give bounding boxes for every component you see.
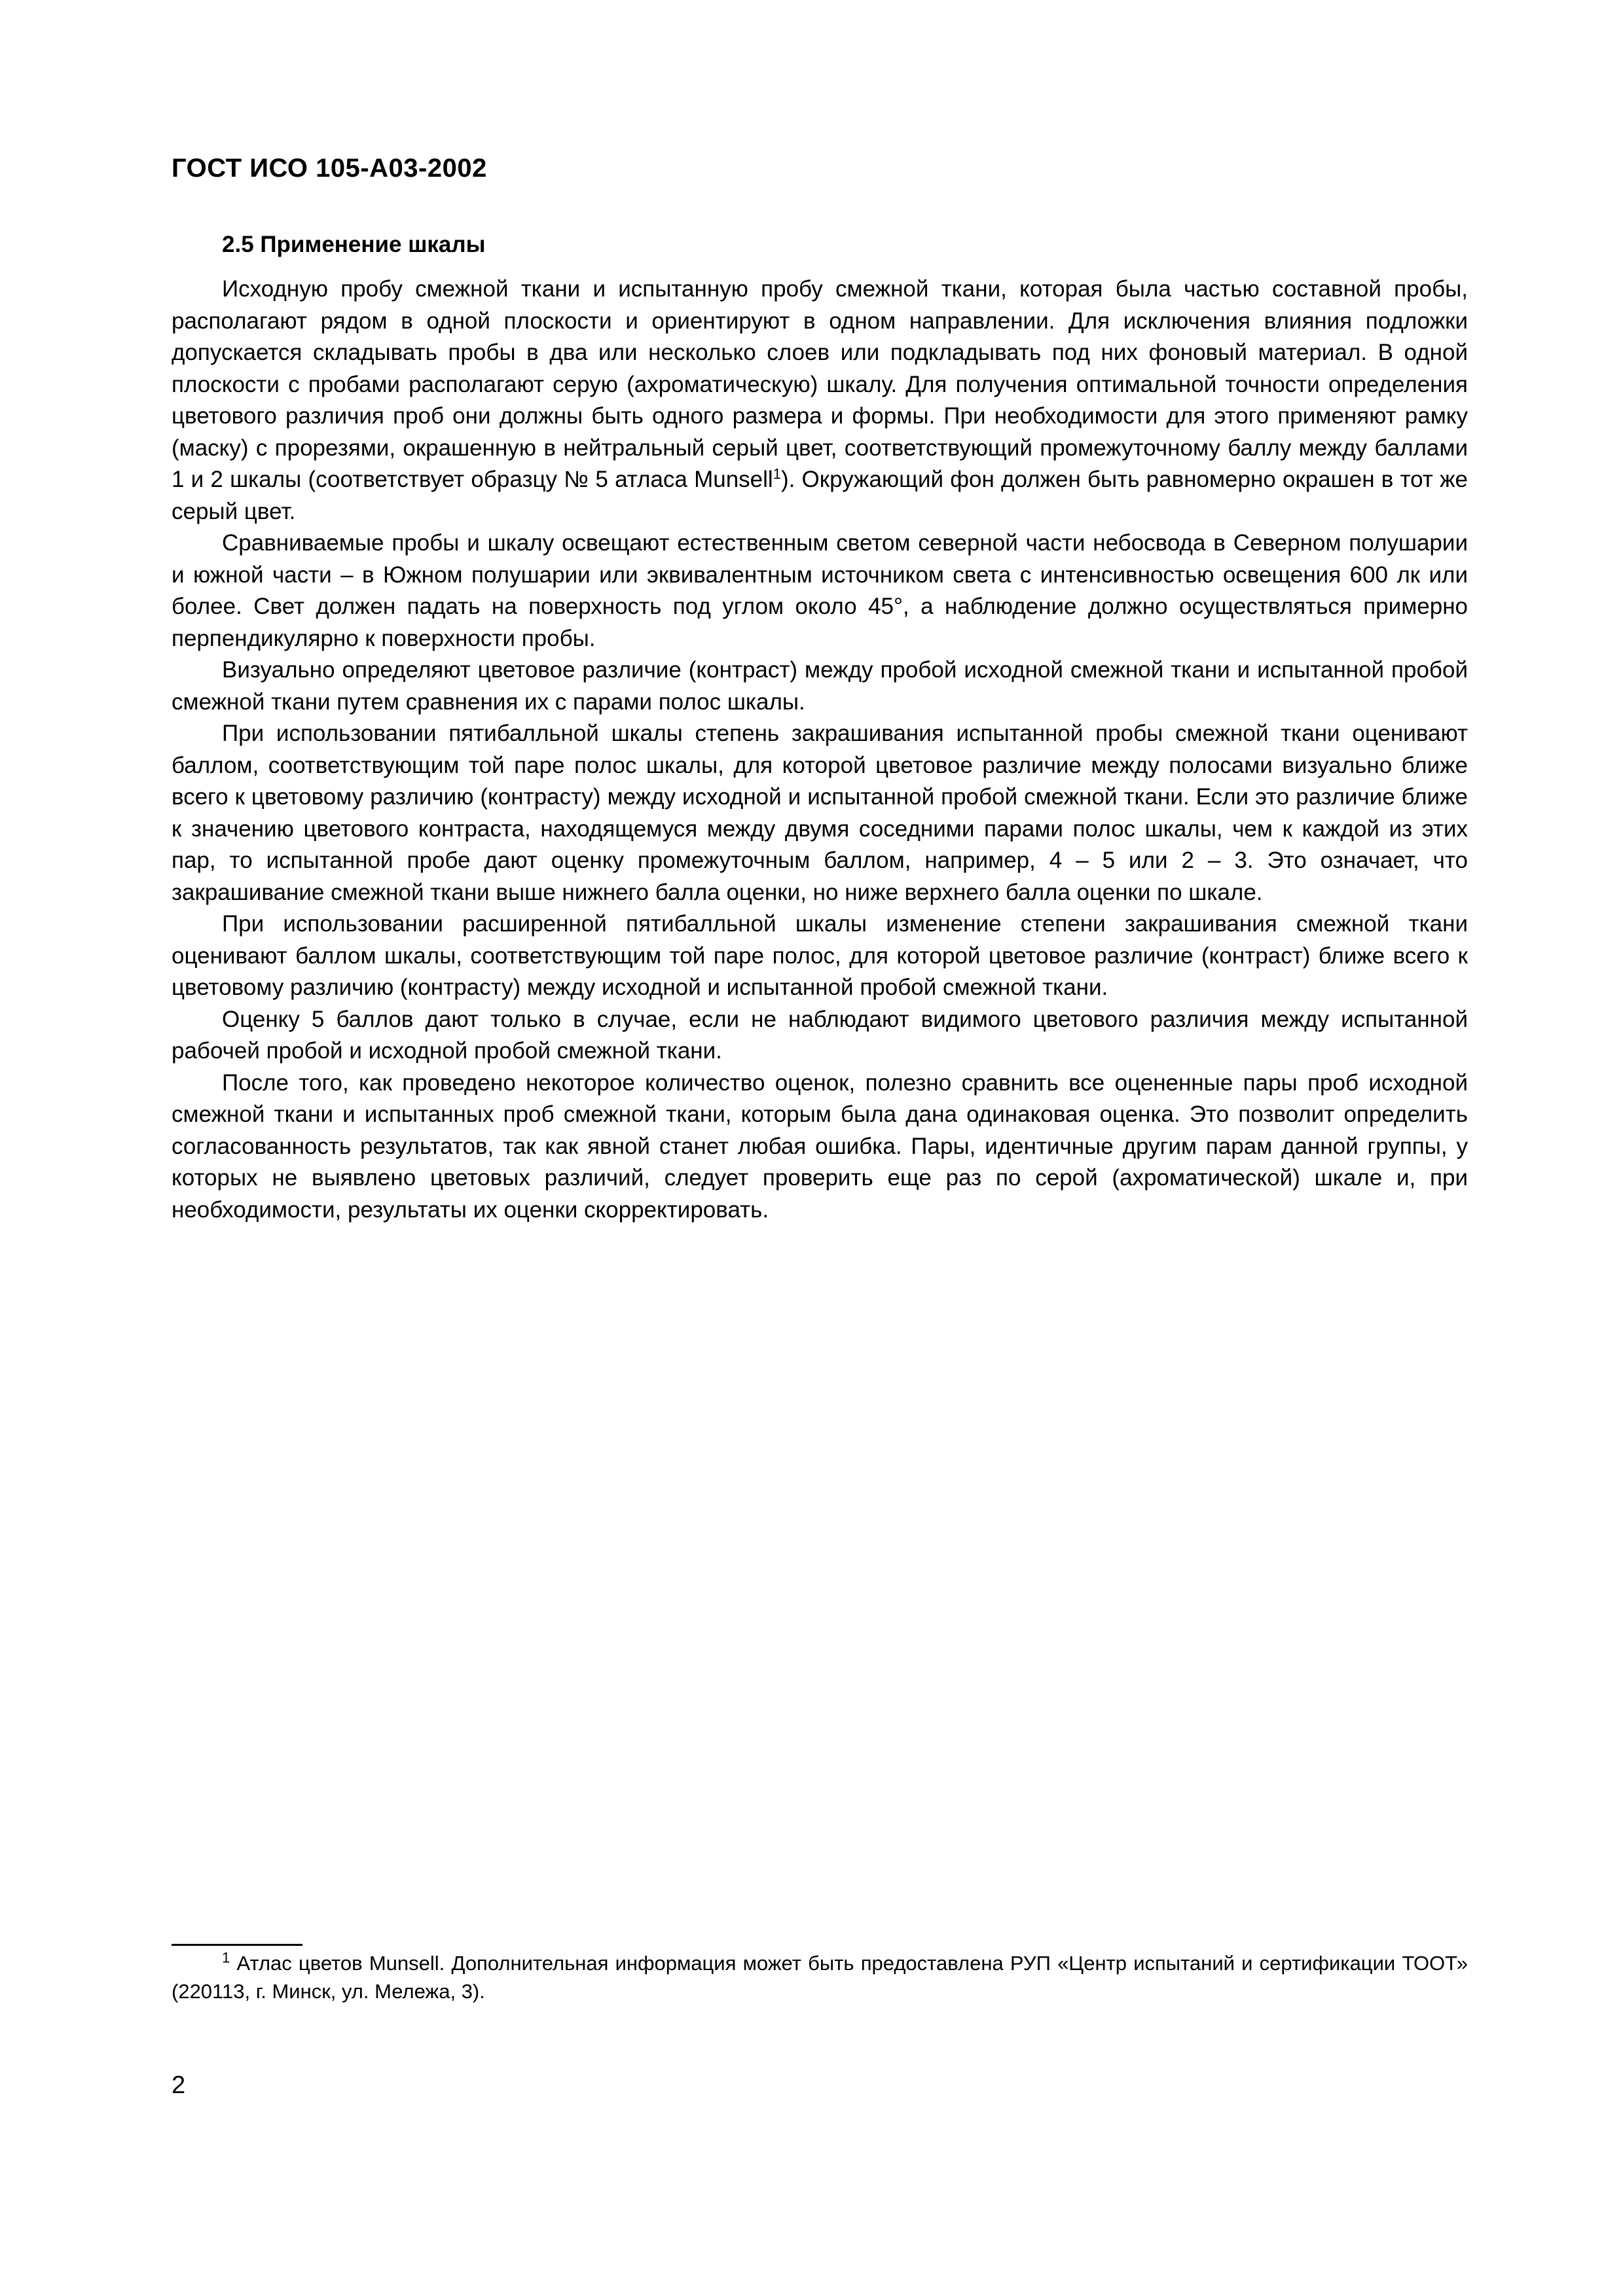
footnote [172, 1949, 1468, 2005]
paragraph-2: Сравниваемые пробы и шкалу освещают естественным светом северной части небосвода в Северном полушарии и южной части – в Южном полушарии или эквивалентным источником света с интенсивностью освещения 600 лк или более. Свет должен падать на поверхность под углом около 45°, а наблюдение должно осуществляться примерно перпендикулярно к поверхности пробы. [172, 530, 1468, 651]
document-header: ГОСТ ИСО 105-А03-2002 [172, 154, 487, 183]
footnote-marker: 1 [222, 1949, 230, 1966]
paragraph-4: При использовании пятибалльной шкалы степень закрашивания испытанной пробы смежной ткани оценивают баллом, соответствующим той паре полос шкалы, для которой цветовое различие между полосами визуально ближе всего к цветовому различию (контрасту) между исходной и испытанной пробой смежной ткани. Если это различие ближе к значению цветового контраста, находящемуся между двумя соседними парами полос шкалы, чем к каждой из этих пар, то испытанной пробе дают оценку промежуточным баллом, например, 4 – 5 или 2 – 3. Это означает, что закрашивание смежной ткани выше нижнего балла оценки, но ниже верхнего балла оценки по шкале. [172, 721, 1468, 905]
paragraph-5: При использовании расширенной пятибалльной шкалы изменение степени закрашивания смежной ткани оценивают баллом шкалы, соответствующим той паре полос, для которой цветовое различие (контраст) ближе всего к цветовому различию (контрасту) между исходной и испытанной пробой смежной ткани. [172, 911, 1468, 1000]
section-title: 2.5 Применение шкалы [222, 232, 486, 257]
paragraph-1-text: Исходную пробу смежной ткани и испытанную пробу смежной ткани, которая была частью составной пробы, располагают рядом в одной плоскости и ориентируют в одном направлении. Для исключения влияния подложки допускается складывать пробы в два или несколько слоев или подкладывать под них фоновый материал. В одной плоскости с пробами располагают серую (ахроматическую) шкалу. Для получения оптимальной точности определения цветового различия проб они должны быть одного размера и формы. При необходимости для этого применяют рамку (маску) с прорезями, окрашенную в нейтральный серый цвет, соответствующий промежуточному баллу между баллами 1 и 2 шкалы (соответствует образцу № 5 атласа Munsell [172, 276, 1468, 492]
section-2-5 [172, 230, 1468, 1226]
footnote-text: Атлас цветов Munsell. Дополнительная информация может быть предоставлена РУП «Центр испытаний и сертификации ТООТ» (220113, г. Минск, ул. Мележа, 3). [172, 1952, 1468, 2003]
paragraph-6: Оценку 5 баллов дают только в случае, если не наблюдают видимого цветового различия между испытанной рабочей пробой и исходной пробой смежной ткани. [172, 1006, 1468, 1064]
footnote-reference[interactable]: 1 [773, 465, 781, 482]
paragraph-3: Визуально определяют цветовое различие (контраст) между пробой исходной смежной ткани и испытанной пробой смежной ткани путем сравнения их с парами полос шкалы. [172, 657, 1468, 715]
page-number: 2 [172, 2072, 186, 2099]
paragraph-1-text-end: ). Окружающий фон должен быть равномерно окрашен в тот же серый цвет. [172, 467, 1468, 524]
footnote-separator [172, 1944, 302, 1946]
paragraph-1 [172, 274, 1468, 528]
paragraph-7: После того, как проведено некоторое количество оценок, полезно сравнить все оцененные пары проб исходной смежной ткани и испытанных проб смежной ткани, которым была дана одинаковая оценка. Это позволит определить согласованность результатов, так как явной станет любая ошибка. Пары, идентичные другим парам данной группы, у которых не выявлено цветовых различий, следует проверить еще раз по серой (ахроматической) шкале и, при необходимости, результаты их оценки скорректировать. [172, 1069, 1468, 1223]
